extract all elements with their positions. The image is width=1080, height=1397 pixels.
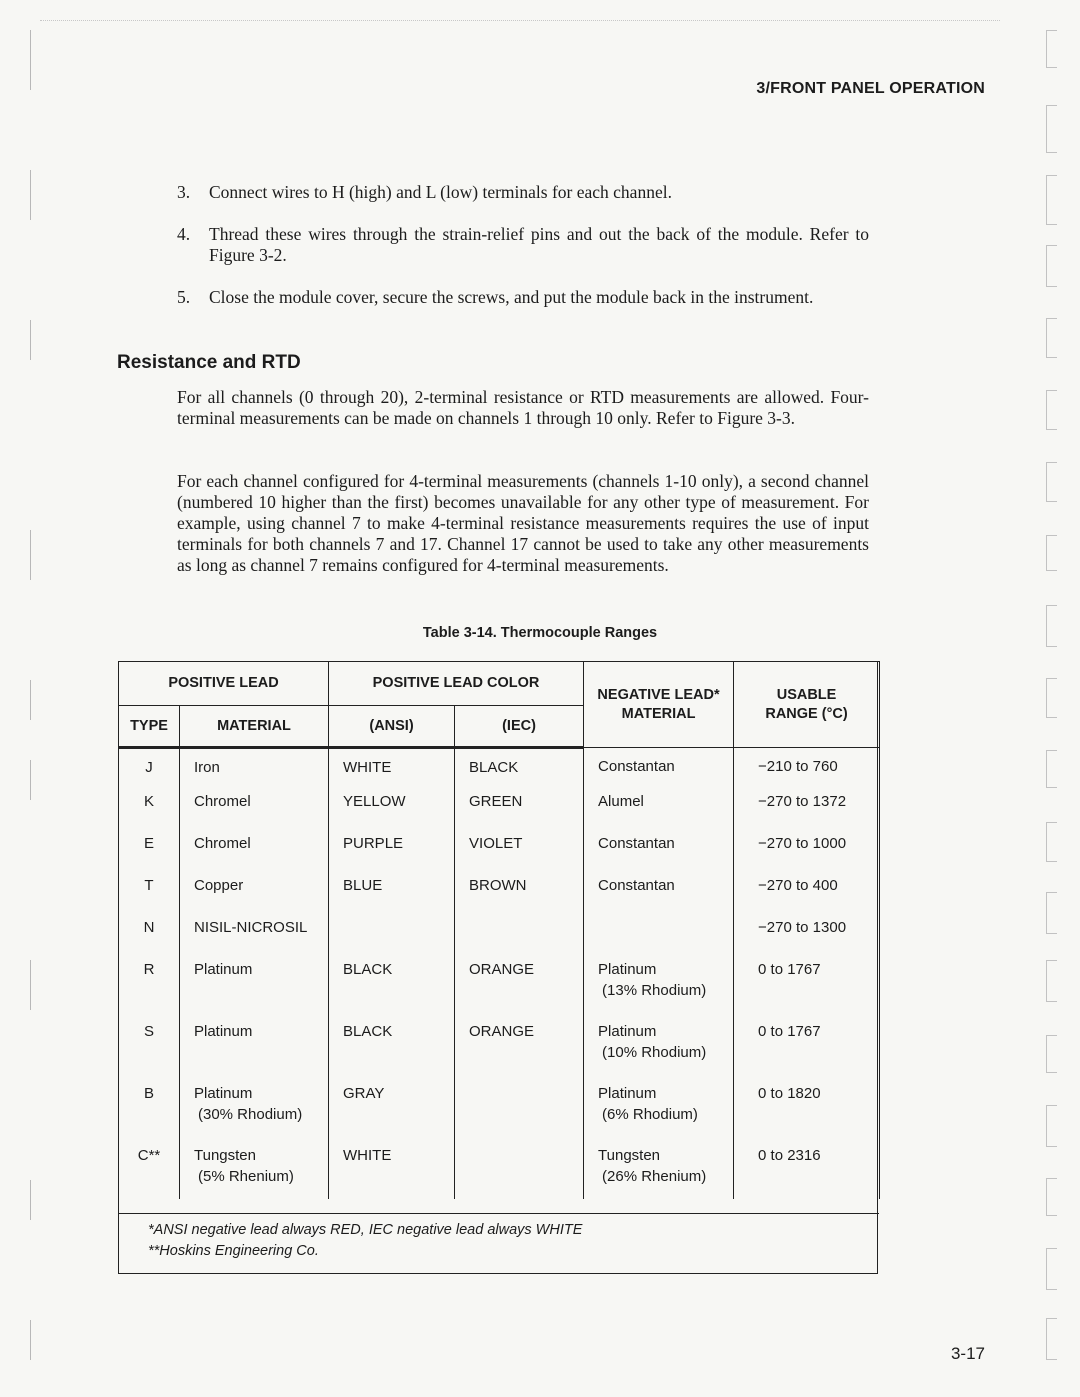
scan-right-edge: [1046, 1035, 1057, 1073]
header-negative-lead-label: NEGATIVE LEAD*: [597, 686, 720, 703]
scan-left-edge: [30, 1180, 31, 1220]
negative-subtext: (10% Rhodium): [602, 1044, 707, 1061]
table-row: [119, 833, 880, 875]
scan-right-edge: [1046, 1178, 1057, 1216]
cell-type: B: [119, 1083, 180, 1145]
step-text: Connect wires to H (high) and L (low) terminals for each channel.: [209, 182, 672, 202]
cell-negative: [584, 833, 734, 875]
header-negative-lead: [584, 662, 734, 748]
cell-material: [180, 833, 329, 875]
scan-left-edge: [30, 960, 31, 1010]
header-usable-sub: RANGE (°C): [765, 705, 848, 722]
scan-right-edge: [1046, 822, 1057, 862]
material-text: Copper: [194, 877, 244, 894]
scan-top-edge: [40, 20, 1000, 21]
cell-range: 0 to 2316: [734, 1145, 880, 1199]
cell-iec: BROWN: [455, 875, 584, 917]
scan-right-edge: [1046, 318, 1057, 358]
table-row: [119, 917, 880, 959]
scan-left-edge: [30, 1320, 31, 1360]
cell-negative: [584, 1145, 734, 1199]
table-row: [119, 1083, 880, 1145]
negative-text: Tungsten: [598, 1147, 661, 1164]
cell-type: T: [119, 875, 180, 917]
negative-text: Platinum: [598, 961, 657, 978]
scan-right-edge: [1046, 390, 1057, 430]
scan-right-edge: [1046, 892, 1057, 934]
cell-negative: [584, 1083, 734, 1145]
page-number: 3-17: [950, 1344, 985, 1363]
cell-ansi: PURPLE: [329, 833, 455, 875]
step-number: 4.: [177, 224, 191, 244]
scan-left-edge: [30, 530, 31, 580]
header-positive-lead: POSITIVE LEAD: [119, 662, 329, 706]
cell-ansi: WHITE: [329, 1145, 455, 1199]
cell-iec: VIOLET: [455, 833, 584, 875]
negative-subtext: (26% Rhenium): [602, 1168, 707, 1185]
header-usable-range: [734, 662, 880, 748]
cell-iec: GREEN: [455, 791, 584, 833]
scan-left-edge: [30, 680, 31, 720]
table-row: [119, 1145, 880, 1199]
scan-left-edge: [30, 320, 31, 360]
header-ansi: (ANSI): [329, 706, 455, 748]
cell-material: [180, 748, 329, 792]
negative-subtext: (6% Rhodium): [602, 1106, 698, 1123]
cell-negative: [584, 959, 734, 1021]
negative-text: Constantan: [598, 835, 675, 852]
scan-right-edge: [1046, 245, 1057, 287]
material-text: Platinum: [194, 1023, 253, 1040]
material-text: Platinum: [194, 961, 253, 978]
header-material: MATERIAL: [180, 706, 329, 748]
scan-right-edge: [1046, 1248, 1057, 1290]
cell-range: −270 to 1372: [734, 791, 880, 833]
negative-text: Constantan: [598, 877, 675, 894]
negative-subtext: (13% Rhodium): [602, 982, 707, 999]
cell-type: K: [119, 791, 180, 833]
scan-right-edge: [1046, 105, 1057, 153]
step-number: 5.: [177, 287, 191, 307]
cell-type: S: [119, 1021, 180, 1083]
table-row: [119, 959, 880, 1021]
cell-material: [180, 917, 329, 959]
cell-iec: [455, 1145, 584, 1199]
cell-material: [180, 791, 329, 833]
cell-material: [180, 1145, 329, 1199]
table-row: [119, 875, 880, 917]
material-subtext: (30% Rhodium): [198, 1106, 303, 1123]
scan-right-edge: [1046, 678, 1057, 718]
material-text: Chromel: [194, 835, 251, 852]
table-caption: Table 3-14. Thermocouple Ranges: [422, 625, 658, 641]
header-negative-lead-sub: MATERIAL: [621, 705, 696, 722]
cell-negative: [584, 1021, 734, 1083]
material-text: NISIL-NICROSIL: [194, 919, 308, 936]
step-item: [177, 224, 869, 266]
cell-iec: [455, 1083, 584, 1145]
cell-range: −270 to 1000: [734, 833, 880, 875]
cell-ansi: BLACK: [329, 1021, 455, 1083]
footnote: **Hoskins Engineering Co.: [148, 1243, 319, 1259]
scan-right-edge: [1046, 1105, 1057, 1147]
table-header: [119, 662, 880, 748]
cell-iec: ORANGE: [455, 1021, 584, 1083]
cell-material: [180, 959, 329, 1021]
step-item: [177, 287, 869, 308]
material-text: Iron: [194, 759, 220, 776]
cell-negative: [584, 748, 734, 792]
scan-right-edge: [1046, 1318, 1057, 1360]
negative-text: Platinum: [598, 1085, 657, 1102]
material-subtext: (5% Rhenium): [198, 1168, 294, 1185]
cell-ansi: [329, 917, 455, 959]
scan-right-edge: [1046, 175, 1057, 225]
table-row: [119, 748, 880, 792]
thermocouple-table: [118, 661, 880, 1199]
cell-iec: ORANGE: [455, 959, 584, 1021]
cell-ansi: BLUE: [329, 875, 455, 917]
header-iec: (IEC): [455, 706, 584, 748]
cell-iec: BLACK: [455, 748, 584, 792]
step-text: Close the module cover, secure the screws, and put the module back in the instrument.: [209, 287, 814, 307]
negative-text: Platinum: [598, 1023, 657, 1040]
cell-range: −210 to 760: [734, 748, 880, 792]
cell-ansi: YELLOW: [329, 791, 455, 833]
step-number: 3.: [177, 182, 191, 202]
cell-type: C**: [119, 1145, 180, 1199]
scan-right-edge: [1046, 750, 1057, 788]
header-positive-lead-color: POSITIVE LEAD COLOR: [329, 662, 584, 706]
cell-range: 0 to 1820: [734, 1083, 880, 1145]
cell-ansi: GRAY: [329, 1083, 455, 1145]
negative-text: Constantan: [598, 758, 675, 775]
cell-negative: [584, 917, 734, 959]
cell-type: J: [119, 748, 180, 792]
body-paragraph: For all channels (0 through 20), 2-terminal resistance or RTD measurements are allowed. Four-terminal measurements can be made on channels 1 through 10 only. Refer to Figure 3-3.: [177, 387, 869, 428]
table-footnotes: [118, 1213, 879, 1275]
material-text: Tungsten: [194, 1147, 256, 1164]
table-body: [119, 748, 880, 1200]
scan-left-edge: [30, 760, 31, 800]
cell-range: 0 to 1767: [734, 1021, 880, 1083]
footnote: *ANSI negative lead always RED, IEC negative lead always WHITE: [148, 1222, 583, 1238]
section-heading: Resistance and RTD: [117, 352, 301, 373]
material-text: Platinum: [194, 1085, 253, 1102]
cell-negative: [584, 875, 734, 917]
step-item: [177, 182, 869, 203]
cell-type: R: [119, 959, 180, 1021]
cell-material: [180, 1021, 329, 1083]
cell-range: −270 to 1300: [734, 917, 880, 959]
scan-left-edge: [30, 30, 31, 90]
cell-type: E: [119, 833, 180, 875]
step-list: [177, 182, 869, 329]
cell-material: [180, 875, 329, 917]
cell-iec: [455, 917, 584, 959]
cell-material: [180, 1083, 329, 1145]
cell-range: −270 to 400: [734, 875, 880, 917]
scan-right-edge: [1046, 30, 1057, 68]
header-type: TYPE: [119, 706, 180, 748]
scan-left-edge: [30, 170, 31, 220]
cell-ansi: WHITE: [329, 748, 455, 792]
header-usable-label: USABLE: [776, 686, 837, 703]
scan-right-edge: [1046, 462, 1057, 502]
cell-negative: [584, 791, 734, 833]
body-paragraph: For each channel configured for 4-terminal measurements (channels 1-10 only), a second channel (numbered 10 higher than the first) becomes unavailable for any other type of measurement. For example, using channel 7 to make 4-terminal resistance measurements requires the use of input terminals for both channels 7 and 17. Channel 17 cannot be used to take any other measurements as long as channel 7 remains configured for 4-terminal measurements.: [177, 471, 869, 575]
cell-ansi: BLACK: [329, 959, 455, 1021]
scan-right-edge: [1046, 960, 1057, 1002]
cell-type: N: [119, 917, 180, 959]
table-row: [119, 791, 880, 833]
material-text: Chromel: [194, 793, 251, 810]
step-text: Thread these wires through the strain-relief pins and out the back of the module. Refer to Figure 3-2.: [209, 224, 869, 265]
cell-range: 0 to 1767: [734, 959, 880, 1021]
running-header: 3/FRONT PANEL OPERATION: [756, 80, 985, 97]
scan-right-edge: [1046, 535, 1057, 571]
negative-text: Alumel: [598, 793, 644, 810]
table-row: [119, 1021, 880, 1083]
